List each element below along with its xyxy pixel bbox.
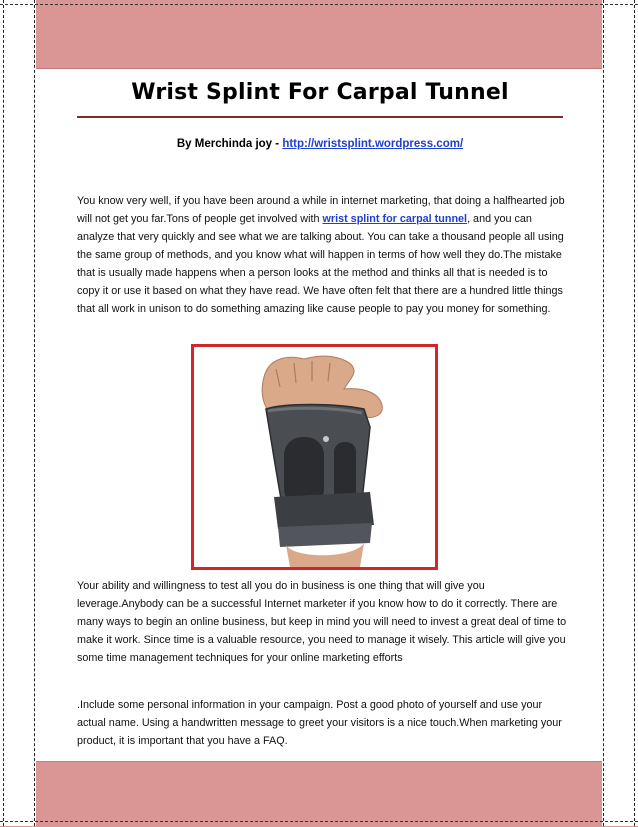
wrist-splint-link[interactable]: wrist splint for carpal tunnel xyxy=(322,213,468,225)
right-dashed-border-inner xyxy=(603,0,604,826)
blog-link[interactable]: http://wristsplint.wordpress.com/ xyxy=(282,138,464,150)
page-title: Wrist Splint For Carpal Tunnel xyxy=(131,80,509,105)
left-dashed-border-inner xyxy=(34,0,35,826)
paragraph-intro-text-b: , and you can analyze that very quickly and see what we are talking about. You can take a thousand people all using the same group of methods, and you know what will happen in terms of how well they do.The mistake that is usually made happens when a person looks at the method and thinks all that is needed is to copy it or use it based on what they have read. We have often felt that there are a hundred little things that all work in unison to do something amazing like cause people to pay you money for something. xyxy=(77,213,564,315)
title-underline-rule xyxy=(77,116,563,118)
left-dashed-border-outer xyxy=(3,0,4,826)
footer-band xyxy=(0,761,638,827)
product-image-frame xyxy=(191,344,438,570)
wrist-splint-photo-icon xyxy=(194,347,435,567)
header-band xyxy=(0,0,638,68)
top-dashed-border xyxy=(0,4,638,5)
paragraph-intro-text-a: You know very well, if you have been around a while in internet marketing, that doing a halfhearted job will not get you far.Tons of people get involved with xyxy=(77,195,565,225)
right-margin-strip xyxy=(602,0,638,826)
paragraph-testing: Your ability and willingness to test all you do in business is one thing that will give you leverage.Anybody can be a successful Internet marketer if you know how to do it correctly. There are many ways to begin an online business, but keep in mind you will need to invest a great deal of time to make it work. Since time is a valuable resource, you need to manage it wisely. This article will give you some time management techniques for your online marketing efforts xyxy=(77,580,567,664)
right-dashed-border-outer xyxy=(634,0,635,826)
byline xyxy=(77,138,563,150)
paragraph-personal-info: .Include some personal information in your campaign. Post a good photo of yourself and use your actual name. Using a handwritten message to greet your visitors is a nice touch.When marketing your product, it is important that you have a FAQ. xyxy=(77,699,562,747)
paragraph-intro xyxy=(77,192,567,318)
left-margin-strip xyxy=(0,0,36,826)
bottom-dashed-border xyxy=(0,821,638,822)
author-label: By Merchinda joy - xyxy=(176,138,280,150)
